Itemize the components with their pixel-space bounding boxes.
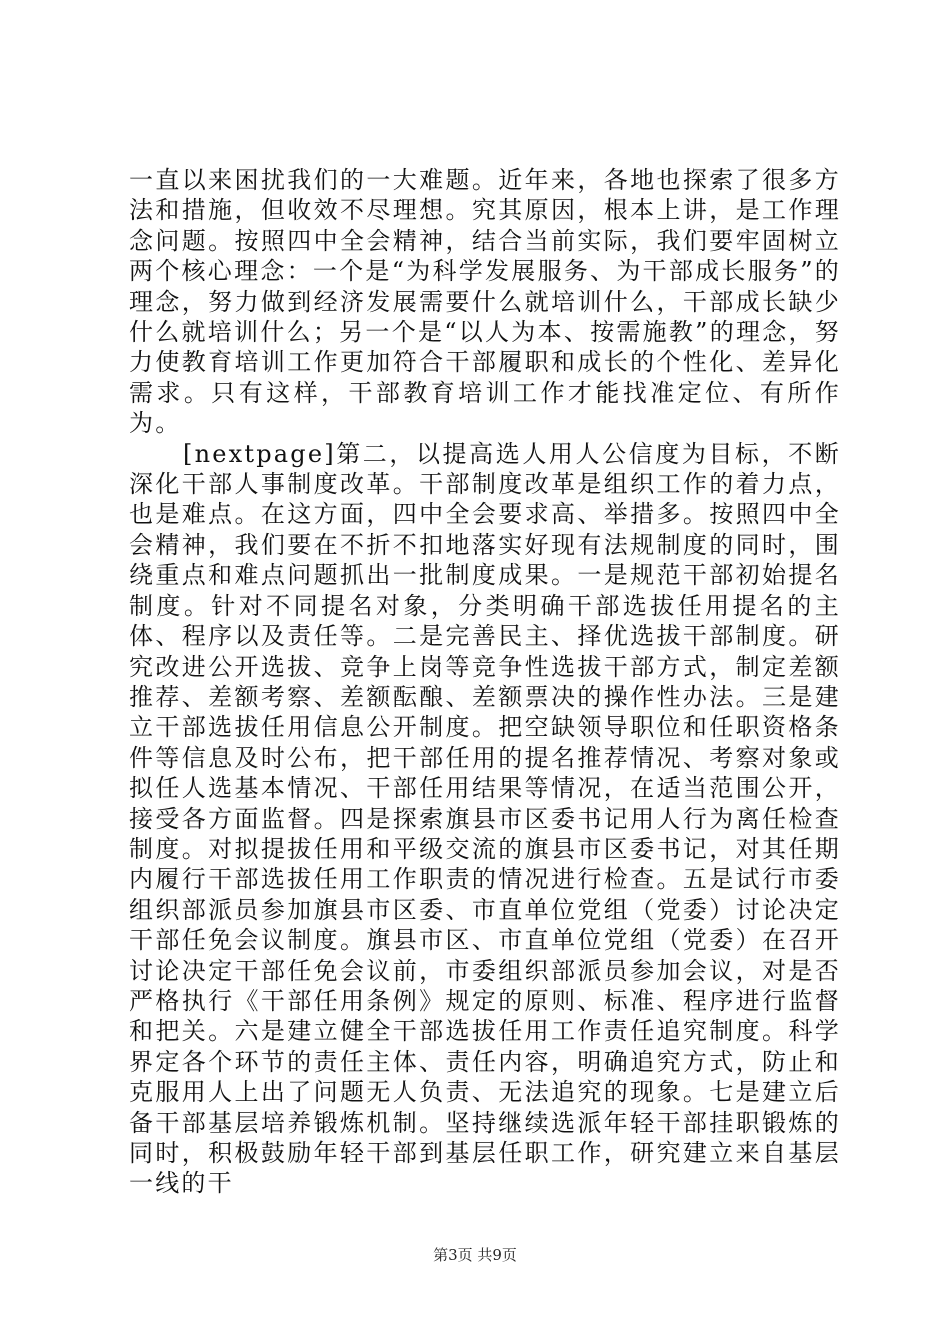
paragraph-2: [nextpage]第二，以提高选人用人公信度为目标，不断深化干部人事制度改革。干部制度改革是组织工作的着力点，也是难点。在这方面，四中全会要求高、举措多。按照四中全会精神，我们要在不折不扣地落实好现有法规制度的同时，围绕重点和难点问题抓出一批制度成果。一是规范干部初始提名制度。针对不同提名对象，分类明确干部选拔任用提名的主体、程序以及责任等。二是完善民主、择优选拔干部制度。研究改进公开选拔、竞争上岗等竞争性选拔干部方式，制定差额推荐、差额考察、差额酝酿、差额票决的操作性办法。三是建立干部选拔任用信息公开制度。把空缺领导职位和任职资格条件等信息及时公布，把干部任用的提名推荐情况、考察对象或拟任人选基本情况、干部任用结果等情况，在适当范围公开，接受各方面监督。四是探索旗县市区委书记用人行为离任检查制度。对拟提拔任用和平级交流的旗县市区委书记，对其任期内履行干部选拔任用工作职责的情况进行检查。五是试行市委组织部派员参加旗县市区委、市直单位党组（党委）讨论决定干部任免会议制度。旗县市区、市直单位党组（党委）在召开讨论决定干部任免会议前，市委组织部派员参加会议，对是否严格执行《干部任用条例》规定的原则、标准、程序进行监督和把关。六是建立健全干部选拔任用工作责任追究制度。科学界定各个环节的责任主体、责任内容，明确追究方式，防止和克服用人上出了问题无人负责、无法追究的现象。七是建立后备干部基层培养锻炼机制。坚持继续选派年轻干部挂职锻炼的同时，积极鼓励年轻干部到基层任职工作，研究建立来自基层一线的干: [129, 439, 841, 1198]
paragraph-1: 一直以来困扰我们的一大难题。近年来，各地也探索了很多方法和措施，但收效不尽理想。究其原因，根本上讲，是工作理念问题。按照四中全会精神，结合当前实际，我们要牢固树立两个核心理念：一个是“为科学发展服务、为干部成长服务”的理念，努力做到经济发展需要什么就培训什么，干部成长缺少什么就培训什么；另一个是“以人为本、按需施教”的理念，努力使教育培训工作更加符合干部履职和成长的个性化、差异化需求。只有这样，干部教育培训工作才能找准定位、有所作为。: [129, 166, 841, 438]
document-body: [129, 165, 841, 1199]
page-footer: 第3页 共9页: [433, 1246, 517, 1264]
